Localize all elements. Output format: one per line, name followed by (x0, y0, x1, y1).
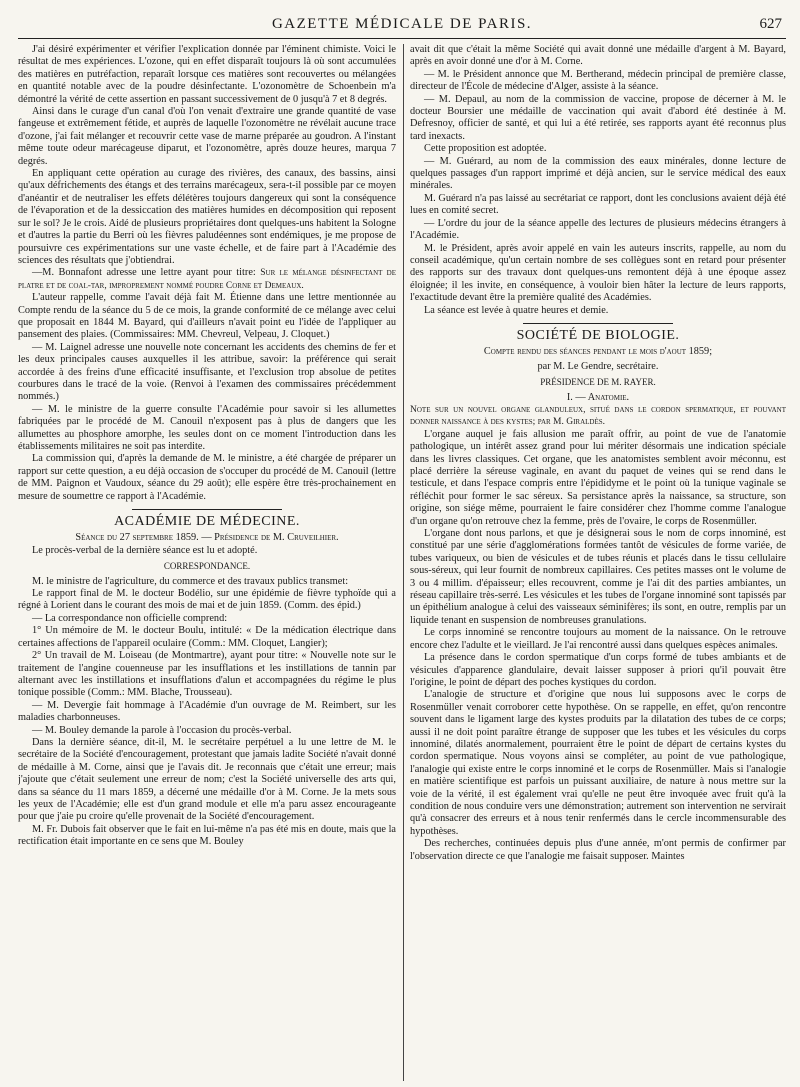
section-title: ACADÉMIE DE MÉDECINE. (114, 514, 300, 530)
bonnafont-title: Sur le mélange désinfectant de platre et de coal-tar, improprement nommé poudre Corne et Demeaux. (18, 268, 396, 291)
paragraph: La commission qui, d'après la demande de M. le ministre, a été chargée de préparer un rapport sur cette question, a eu déjà occasion de s'occuper du procédé de M. Canouil (lettre de MM. Paignon et Vaudoux, séance du 29 août); elle espère être très-prochainement en mesure de soumettre ce rapport à l'Académie. (18, 453, 396, 502)
paragraph: Le procès-verbal de la dernière séance est lu et adopté. (32, 544, 258, 556)
column-rule (403, 44, 404, 1081)
running-head (18, 16, 786, 39)
paragraph: — M. le Président annonce que M. Bertherand, médecin principal de première classe, directeur de l'École de médecine d'Alger, assiste à la séance. (410, 68, 786, 93)
paragraph: Le rapport final de M. le docteur Bodélio, sur une épidémie de fièvre typhoïde qui a régné à Lorient dans le courant des mois de mai et de juin 1859. (Comm. des épid.) (18, 588, 396, 612)
subheading: CORRESPONDANCE. (163, 561, 251, 572)
note-title: Note sur un nouvel organe glanduleux, situé dans le cordon spermatique, et pouvant donner naissance à des kystes; par M. Giraldès. (410, 404, 786, 428)
paragraph: J'ai désiré expérimenter et vérifier l'explication donnée par l'éminent chimiste. Voici le résultat de mes expériences. L'ozone, qui en effet disparaît toujours là où sont accumulées des matières en putréfaction, reparaît lorsque ces matières sont recouvertes ou mélangées en quantité notable avec de la poudre désinfectante. L'ozonomètre de Schoenbein m'a démontré la vérité de cette assertion en passant successivement de 0 jusqu'à 7 et 8 degrés. (18, 44, 396, 105)
paragraph: La présence dans le cordon spermatique d'un corps formé de tubes ambiants et de vésicules d'apparence glandulaire, devait laisser supposer à priori qu'il pouvait être l'origine, le point de départ des poches kystiques du cordon. (410, 652, 786, 688)
paragraph: 1° Un mémoire de M. le docteur Boulu, intitulé: « De la médication électrique dans certaines affections de l'appareil oculaire (Comm.: MM. Cloquet, Langier); (18, 625, 396, 649)
paragraph: Cette proposition est adoptée. (424, 143, 547, 155)
paragraph: L'analogie de structure et d'origine que nous lui supposons avec le corps de Rosenmüller venait corroborer cette hypothèse. On se rappelle, en effet, qu'on rencontre souvent dans le ligament large des kystes produits par la dilatation des tubes de ce corps; aussi il ne doit point paraître étrange de supposer que les tubes et les vésicules du corps innominé, dilatés anormalement, pourraient être le point de départ de certains kystes du cordon spermatique. Nous voyons ainsi se compléter, au point de vue pathologique, l'analogie qui existe entre le corps innominé et le corps de Rosenmüller. Mais si l'analogie en matière scientifique est parfois un puissant auxiliaire, de nature à nous mettre sur la voie de la vérité, il est également vrai qu'elle ne peut être invoquée avec fruit qu'à la condition de nous conduire vers une démonstration; autrement son intervention ne servirait qu'à consacrer des erreurs et à nous tenir renfermés dans le cercle incommensurable des hypothèses. (410, 689, 786, 837)
paragraph: M. Guérard n'a pas laissé au secrétariat ce rapport, dont les conclusions avaient déjà été lues en comité secret. (410, 192, 786, 217)
presidence-line: PRÉSIDENCE DE M. RAYER. (540, 377, 656, 388)
paragraph: Des recherches, continuées depuis plus d'une année, m'ont permis de confirmer par l'observation directe ce que l'analogie me faisait supposer. Maintes (410, 838, 786, 862)
paragraph: — M. Devergie fait hommage à l'Académie d'un ouvrage de M. Reimbert, sur les maladies charbonneuses. (18, 699, 396, 724)
section-divider (132, 509, 282, 510)
paragraph: 2° Un travail de M. Loiseau (de Montmartre), ayant pour titre: « Nouvelle note sur le traitement de l'angine couenneuse par les insufflations et les instillations de tannin par alternant avec les instillations et insufflations d'alun et accompagnées du régime le plus tonique possible (Comm.: MM. Blache, Trousseau). (18, 650, 396, 699)
paragraph: — M. Depaul, au nom de la commission de vaccine, propose de décerner à M. le docteur Boursier une médaille de vaccination qui avait d'abord été destinée à M. Defresnoy, officier de santé, et qui lui a été retirée, ses rapports ayant été reconnus plus tard inexacts. (410, 93, 786, 142)
bonnafont-paragraph (18, 267, 396, 292)
section-title: SOCIÉTÉ DE BIOLOGIE. (516, 327, 680, 343)
paragraph: — M. Bouley demande la parole à l'occasion du procès-verbal. (32, 724, 292, 736)
paragraph: M. le Président, après avoir appelé en vain les auteurs inscrits, rappelle, au nom du conseil académique, qu'un certain nombre de ses collègues sont en retard pour présenter des rapports sur des travaux dont quelques-uns remontent déjà à une époque assez éloignée; il les invite, en conséquence, à vouloir bien hâter la lecture de leurs rapports, l'exactitude devant être la première qualité des Académies. (410, 242, 786, 304)
section-divider (523, 323, 673, 324)
paragraph: La séance est levée à quatre heures et demie. (424, 304, 609, 316)
right-column (410, 44, 786, 1081)
seance-line: Séance du 27 septembre 1859. — Présidence de M. Cruveilhier. (75, 532, 339, 544)
page-number: 627 (759, 16, 782, 32)
paragraph: L'auteur rappelle, comme l'avait déjà fait M. Étienne dans une lettre mentionnée au Compte rendu de la séance du 5 de ce mois, la grande conformité de ce mélange avec celui que proposait en 1844 M. Bayard, qui d'ailleurs n'avait point eu l'idée de l'appliquer au pansement des plaies. (Commissaires: MM. Chevreul, Velpeau, J. Cloquet.) (18, 292, 396, 341)
paragraph: avait dit que c'était la même Société qui avait donné une médaille d'argent à M. Bayard, après en avoir donné une d'or à M. Corne. (410, 44, 786, 68)
compte-rendu-line: Compte rendu des séances pendant le mois d'aout 1859; (483, 346, 713, 358)
bonnafont-lead: —M. Bonnafont adresse une lettre ayant pour titre: (32, 267, 256, 279)
journal-title: GAZETTE MÉDICALE DE PARIS. (271, 16, 533, 32)
paragraph: Dans la dernière séance, dit-il, M. le secrétaire perpétuel a lu une lettre de M. le secrétaire de la Société d'encouragement, protestant que jamais ladite Société n'avait donné de médaille à M. Corne, ainsi que je l'avais dit. Je reconnais que c'était une erreur; mais j'ajoute que c'était seulement une erreur de nom; c'est la Société universelle des arts qui, dans sa séance du 11 mars 1859, a décerné une médaille d'or à M. Corne. Je la mets sous les yeux de l'Académie; elle est d'un grand module et elle m'a paru assez encourageante pour que j'aie pu croire qu'elle provenait de la Société d'encouragement. (18, 736, 396, 823)
paragraph: — M. Guérard, au nom de la commission des eaux minérales, donne lecture de quelques passages d'un rapport imprimé et déjà ancien, sur le service médical des eaux minérales. (410, 155, 786, 192)
subsection-title: I. — Anatomie. (566, 391, 630, 403)
paragraph: M. Fr. Dubois fait observer que le fait en lui-même n'a pas été mis en doute, mais que la rectification était importante en ce sens que M. Bouley (18, 823, 396, 848)
paragraph: L'organe dont nous parlons, et que je désignerai sous le nom de corps innominé, est constitué par une série d'agglomérations formées tantôt de vésicules de forme variée, de tubes variqueux, ou bien de vésicules et de tubes réunis et placés dans le tissu cellulaire sous-séreux, qui leur fournit de nombreux capillaires. Ces petites masses ont le volume de 3 ou 4 millim. d'épaisseur; elles recouvrent, comme je l'ai dit des parties ambiantes, un réseau capillaire très-serré. Les vésicules et les tubes de l'organe innominé sont tapissés par un épithélium analogue à celui des vaisseaux séminifères; ils sont, en outre, remplis par un liquide tenant en suspension de nombreuses granulations. (410, 528, 786, 626)
paragraph: Le corps innominé se rencontre toujours au moment de la naissance. On le retrouve encore chez l'adulte et le vieillard. Je l'ai rencontré aussi dans quelques espèces animales. (410, 627, 786, 651)
paragraph: — M. le ministre de la guerre consulte l'Académie pour savoir si les allumettes fabriquées par le procédé de M. Canouil n'exposent pas à plus de dangers que les allumettes au phosphore amorphe, les seules dont on ce moment l'introduction dans les établissements militaires ne soit pas interdite. (18, 403, 396, 452)
paragraph: — La correspondance non officielle comprend: (32, 612, 228, 624)
paragraph: — M. Laignel adresse une nouvelle note concernant les accidents des chemins de fer et les deux principales causes auxquelles il les attribue, savoir: la préférence qui serait accordée à des freins d'une efficacité insuffisante, et l'exclusion trop absolue de petites courbures dans le tracé de la voie. (Renvoi à l'examen des commissaires précédemment nommés.) (18, 341, 396, 403)
left-column (18, 44, 396, 1081)
paragraph: Ainsi dans le curage d'un canal d'où l'on venait d'extraire une grande quantité de vase fangeuse et extrêmement fétide, et auprès de laquelle l'ozonomètre ne révélait aucune trace d'ozone, j'ai fait mélanger et recouvrir cette vase de marne préparée au goudron. A l'instant même toute odeur marécageuse diparut, et l'ozonomètre, après douze heures, marqua 7 degrés. (18, 106, 396, 167)
paragraph: En appliquant cette opération au curage des rivières, des canaux, des bassins, ainsi qu'aux défrichements des étangs et des terrains marécageux, sera-t-il possible par ce moyen d'anéantir et de neutraliser les effets délétères toujours dangereux qui sont la conséquence de l'évaporation et de la dessiccation des matières humides en décomposition qui reposent sur le sol? Je le crois. Aidé de plusieurs propriétaires dont quelques-uns habitent la Sologne et d'autres la partie du Berri où les fièvres paludéennes sont endémiques, je me propose de poursuivre ces expérimentations sur une vaste échelle, et de faire part à l'Académie des sciences des résultats que j'obtiendrai. (18, 168, 396, 266)
paragraph: M. le ministre de l'agriculture, du commerce et des travaux publics transmet: (32, 575, 349, 587)
secretary-line: par M. Le Gendre, secrétaire. (537, 360, 659, 372)
paragraph: L'organe auquel je fais allusion me paraît offrir, au point de vue de l'anatomie pathologique, un intérêt assez grand pour lui mériter désormais une indication spéciale dans les livres classiques. Cet organe, que les anatomistes semblent avoir méconnu, est placé derrière la séreuse vaginale, en avant du paquet de veines qui se rend dans le testicule, et dans l'espace compris entre l'épididyme et le point où la tunique vaginale se réfléchit pour former le sac séreux. Sa persistance après la naissance, sa structure, son origine, son siége même, pourraient le faire considérer chez l'homme comme l'analogue d'un organe qu'on retrouve chez la femme, près de l'ovaire, le corps de Rosenmüller. (410, 428, 786, 527)
paragraph: — L'ordre du jour de la séance appelle des lectures de plusieurs médecins étrangers à l'Académie. (410, 217, 786, 242)
